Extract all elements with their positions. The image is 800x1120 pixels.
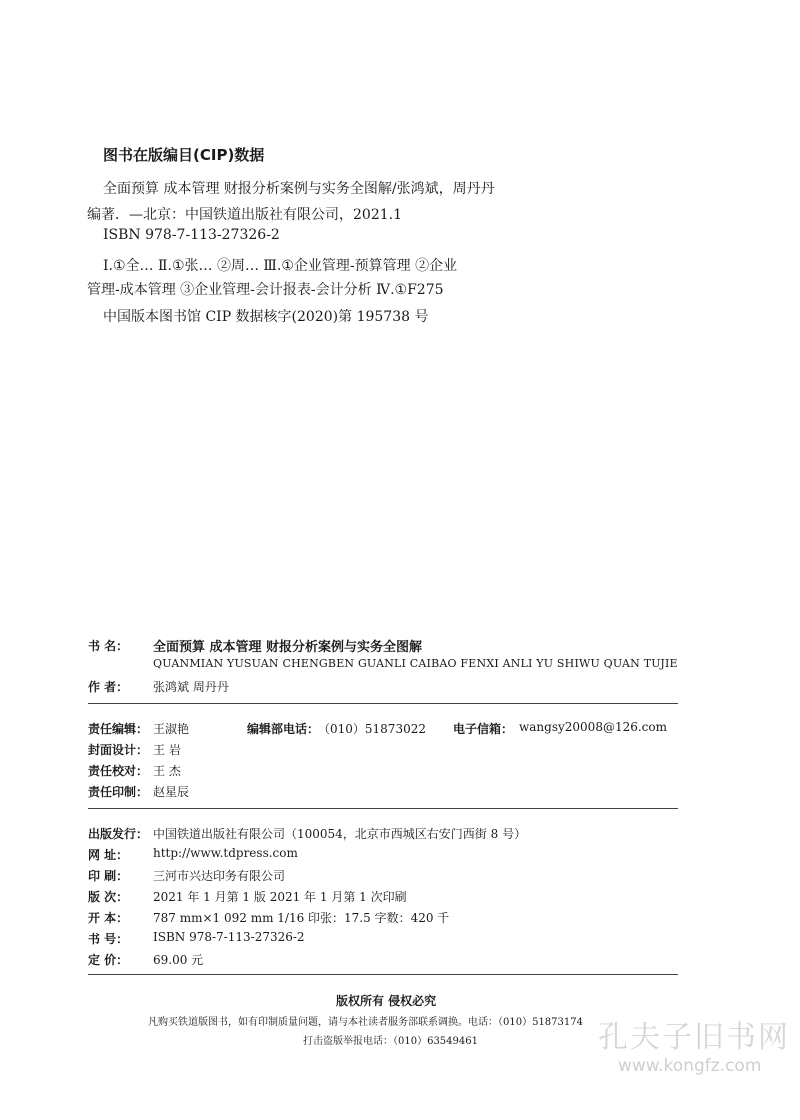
author-label: 作 者： (88, 680, 129, 694)
rights-notice: 版权所有 侵权必究 (336, 994, 437, 1008)
format: 787 mm×1 092 mm 1/16 印张：17.5 字数：420 千 (153, 911, 450, 925)
isbn: ISBN 978-7-113-27326-2 (153, 930, 305, 944)
website: http://www.tdpress.com (153, 846, 298, 860)
printer: 三河市兴达印务有限公司 (153, 869, 286, 883)
format-label: 开 本： (88, 911, 129, 925)
price-label: 定 价： (88, 953, 129, 967)
proof-label: 责任校对： (88, 764, 149, 778)
cip-line-2: 编著．—北京：中国铁道出版社有限公司，2021.1 (87, 207, 402, 223)
watermark-logo: 孔夫子旧书网 (598, 1020, 790, 1055)
email-label: 电子信箱： (453, 722, 514, 736)
isbn-label: 书 号： (88, 932, 129, 946)
editor-label: 责任编辑： (88, 722, 149, 736)
web-label: 网 址： (88, 848, 129, 862)
publisher: 中国铁道出版社有限公司（100054，北京市西城区右安门西街 8 号） (153, 827, 527, 841)
piracy-hotline: 打击盗版举报电话：（010）63549461 (303, 1036, 478, 1047)
print-manager: 赵星辰 (153, 785, 190, 799)
book-author: 张鸿斌 周丹丹 (153, 680, 229, 694)
print-label: 责任印制： (88, 785, 149, 799)
edition-label: 版 次： (88, 890, 129, 904)
cover-label: 封面设计： (88, 743, 149, 757)
email: wangsy20008@126.com (519, 720, 667, 734)
proofreader: 王 杰 (153, 764, 181, 778)
printer-label: 印 刷： (88, 869, 129, 883)
divider-2 (88, 808, 678, 809)
cip-heading: 图书在版编目(CIP)数据 (103, 146, 265, 164)
cip-line-5: 管理-成本管理 ③企业管理-会计报表-会计分析 Ⅳ.①F275 (87, 282, 444, 298)
price: 69.00 元 (153, 953, 204, 967)
book-title-pinyin: QUANMIAN YUSUAN CHENGBEN GUANLI CAIBAO FENXI ANLI YU SHIWU QUAN TUJIE (153, 657, 678, 670)
publisher-label: 出版发行： (88, 827, 149, 841)
edition: 2021 年 1 月第 1 版 2021 年 1 月第 1 次印刷 (153, 890, 407, 904)
cover-designer: 王 岩 (153, 743, 181, 757)
divider-3 (88, 974, 678, 975)
watermark-url: www.kongfz.com (618, 1056, 762, 1076)
dept-phone-label: 编辑部电话： (247, 722, 320, 736)
book-title: 全面预算 成本管理 财报分析案例与实务全图解 (153, 640, 423, 655)
dept-phone: （010）51873022 (318, 722, 426, 736)
cip-line-3: ISBN 978-7-113-27326-2 (103, 227, 280, 243)
title-label: 书 名： (88, 639, 129, 653)
cip-line-4: Ⅰ.①全… Ⅱ.①张… ②周… Ⅲ.①企业管理-预算管理 ②企业 (103, 258, 458, 274)
cip-line-6: 中国版本图书馆 CIP 数据核字(2020)第 195738 号 (103, 309, 429, 325)
divider-1 (88, 703, 678, 704)
editor-name: 王淑艳 (153, 722, 190, 736)
quality-notice: 凡购买铁道版图书，如有印制质量问题，请与本社读者服务部联系调换。电话：（010）51873174 (148, 1017, 583, 1028)
cip-line-1: 全面预算 成本管理 财报分析案例与实务全图解/张鸿斌，周丹丹 (103, 181, 495, 197)
